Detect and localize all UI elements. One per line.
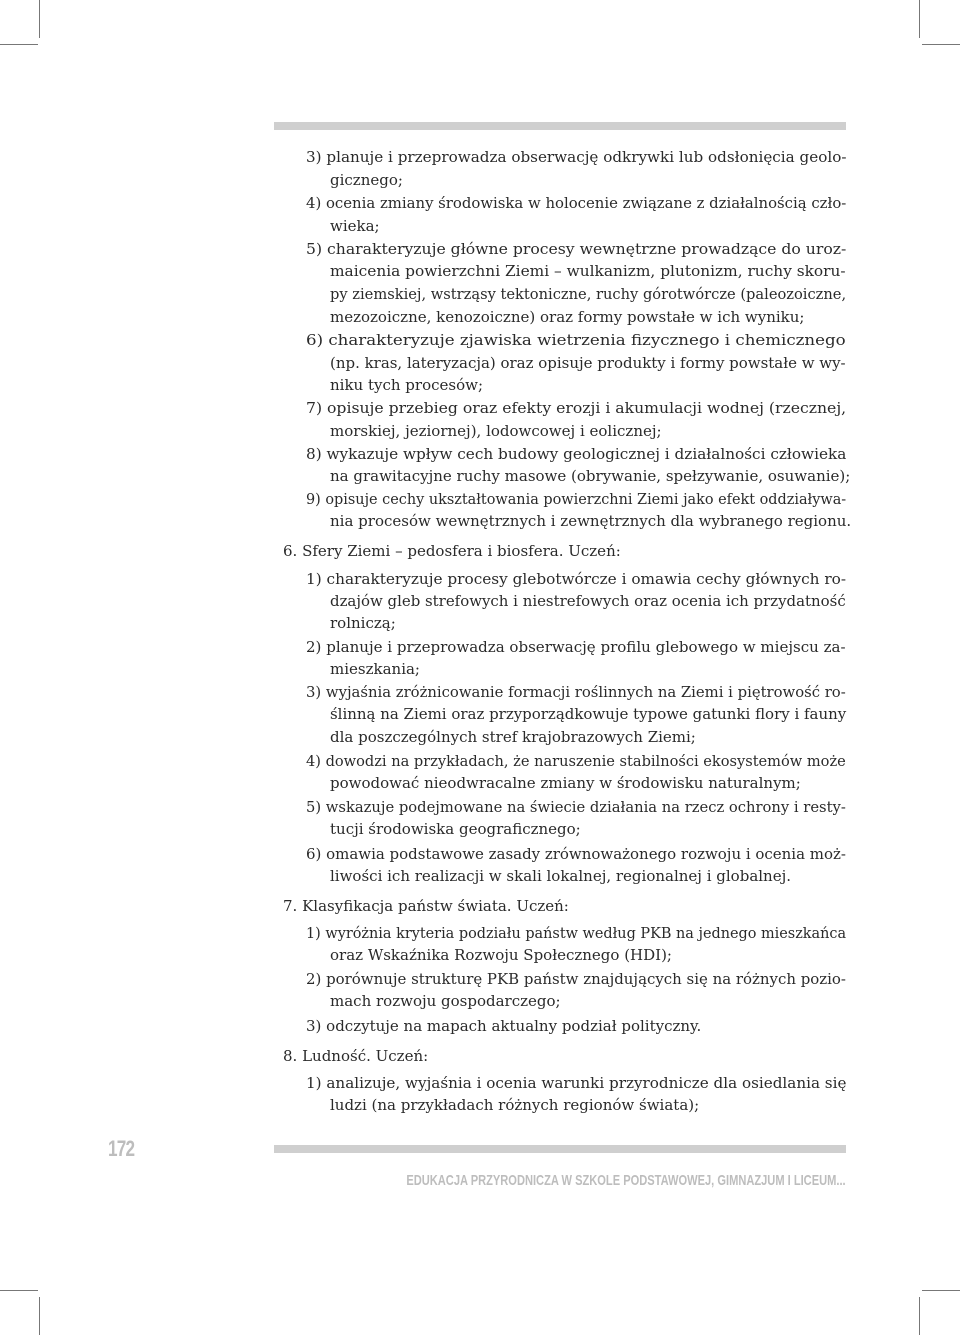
crop-mark-top-right-horizontal <box>922 44 960 45</box>
text-line: 5) charakteryzuje główne procesy wewnętrzne prowadzące do uroz- <box>306 240 847 258</box>
crop-mark-bottom-right-horizontal <box>922 1290 960 1291</box>
text-line: maicenia powierzchni Ziemi – wulkanizm, plutonizm, ruchy skoru- <box>330 262 846 280</box>
text-line: 4) ocenia zmiany środowiska w holocenie związane z działalnością czło- <box>306 194 847 212</box>
text-line: rolniczą; <box>330 614 396 632</box>
text-line: 3) planuje i przeprowadza obserwację odkrywki lub odsłonięcia geolo- <box>306 148 847 166</box>
text-line: 8) wykazuje wpływ cech budowy geologicznej i działalności człowieka <box>306 445 847 463</box>
text-line: 5) wskazuje podejmowane na świecie działania na rzecz ochrony i resty- <box>306 798 846 816</box>
section-heading: 7. Klasyfikacja państw świata. Uczeń: <box>283 897 569 915</box>
section-heading: 8. Ludność. Uczeń: <box>283 1047 429 1065</box>
text-line: morskiej, jeziornej), lodowcowej i eolicznej; <box>330 422 662 440</box>
crop-mark-top-left-vertical <box>39 0 40 38</box>
text-line: 1) analizuje, wyjaśnia i ocenia warunki przyrodnicze dla osiedlania się <box>306 1074 847 1092</box>
text-line: ślinną na Ziemi oraz przyporządkowuje typowe gatunki flory i fauny <box>330 705 847 723</box>
text-line: nia procesów wewnętrznych i zewnętrznych dla wybranego regionu. <box>330 512 852 530</box>
header-rule <box>274 122 846 130</box>
text-line: py ziemskiej, wstrząsy tektoniczne, ruchy górotwórcze (paleozoiczne, <box>330 285 847 303</box>
text-line: dzajów gleb strefowych i niestrefowych oraz ocenia ich przydatność <box>330 592 846 610</box>
text-line: 1) wyróżnia kryteria podziału państw według PKB na jednego mieszkańca <box>306 924 847 942</box>
text-line: (np. kras, lateryzacja) oraz opisuje produkty i formy powstałe w wy- <box>330 354 846 372</box>
text-line: wieka; <box>330 217 380 235</box>
text-line: 4) dowodzi na przykładach, że naruszenie stabilności ekosystemów może <box>306 752 846 770</box>
crop-mark-top-left-horizontal <box>0 44 38 45</box>
text-line: 6) charakteryzuje zjawiska wietrzenia fizycznego i chemicznego <box>306 331 846 349</box>
text-line: 3) wyjaśnia zróżnicowanie formacji roślinnych na Ziemi i piętrowość ro- <box>306 683 846 701</box>
text-line: liwości ich realizacji w skali lokalnej, regionalnej i globalnej. <box>330 867 792 885</box>
text-line: mach rozwoju gospodarczego; <box>330 992 561 1010</box>
text-line: 3) odczytuje na mapach aktualny podział polityczny. <box>306 1017 702 1035</box>
text-line: mieszkania; <box>330 660 420 678</box>
crop-mark-bottom-right-vertical <box>919 1297 920 1335</box>
crop-mark-bottom-left-vertical <box>39 1297 40 1335</box>
crop-mark-top-right-vertical <box>919 0 920 38</box>
text-line: 1) charakteryzuje procesy glebotwórcze i omawia cechy głównych ro- <box>306 570 847 588</box>
text-line: oraz Wskaźnika Rozwoju Społecznego (HDI); <box>330 946 672 964</box>
text-line: 2) planuje i przeprowadza obserwację profilu glebowego w miejscu za- <box>306 638 846 656</box>
text-line: tucji środowiska geograficznego; <box>330 820 581 838</box>
text-line: gicznego; <box>330 171 403 189</box>
text-line: mezozoiczne, kenozoiczne) oraz formy powstałe w ich wyniku; <box>330 308 805 326</box>
crop-mark-bottom-left-horizontal <box>0 1290 38 1291</box>
text-line: na grawitacyjne ruchy masowe (obrywanie, spełzywanie, osuwanie); <box>330 467 851 485</box>
footer-rule <box>274 1145 846 1153</box>
text-line: dla poszczególnych stref krajobrazowych Ziemi; <box>330 728 696 746</box>
text-line: 9) opisuje cechy ukształtowania powierzchni Ziemi jako efekt oddziaływa- <box>306 490 847 508</box>
text-line: 2) porównuje strukturę PKB państw znajdujących się na różnych pozio- <box>306 970 846 988</box>
page-number: 172 <box>108 1136 135 1161</box>
text-line: ludzi (na przykładach różnych regionów świata); <box>330 1096 700 1114</box>
text-line: 7) opisuje przebieg oraz efekty erozji i akumulacji wodnej (rzecznej, <box>306 399 847 417</box>
publication-title: EDUKACJA PRZYRODNICZA W SZKOLE PODSTAWOWEJ, GIMNAZJUM I LICEUM... <box>406 1172 846 1189</box>
section-heading: 6. Sfery Ziemi – pedosfera i biosfera. Uczeń: <box>283 542 621 560</box>
text-line: niku tych procesów; <box>330 376 484 394</box>
text-line: powodować nieodwracalne zmiany w środowisku naturalnym; <box>330 774 801 792</box>
text-line: 6) omawia podstawowe zasady zrównoważonego rozwoju i ocenia moż- <box>306 845 846 863</box>
